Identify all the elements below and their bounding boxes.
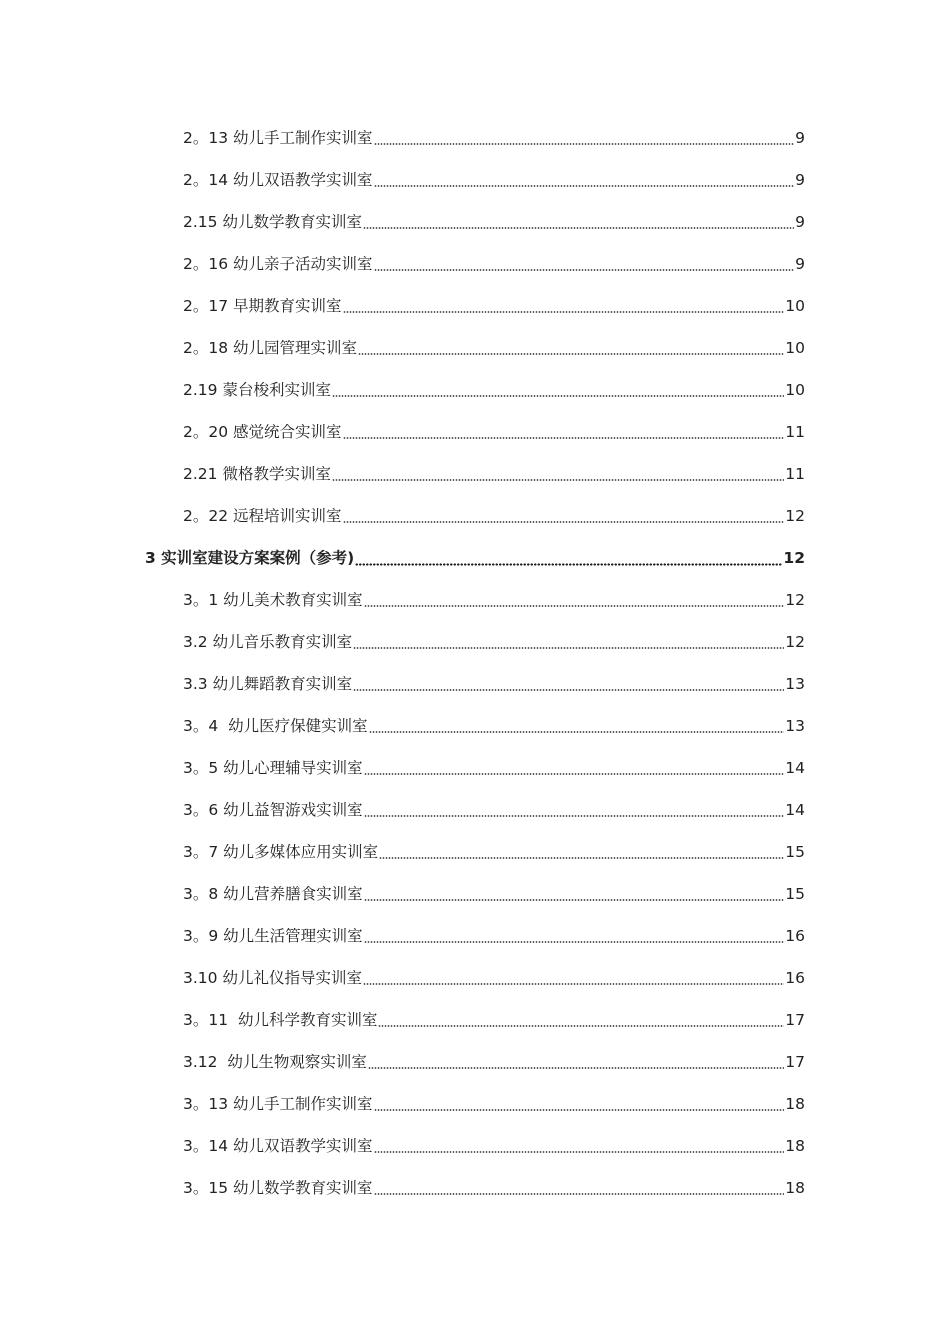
toc-dot-leader: [353, 647, 784, 649]
toc-entry-3-14[interactable]: [0, 1125, 950, 1167]
toc-entry-title: 2.19 蒙台梭利实训室: [183, 381, 331, 399]
toc-dot-leader: [379, 857, 784, 859]
toc-dot-leader: [343, 521, 785, 523]
toc-entry-page: 11: [785, 465, 805, 483]
toc-entry-3-3[interactable]: [0, 663, 950, 705]
toc-entry-page: 10: [785, 339, 805, 357]
toc-entry-2-16[interactable]: [0, 243, 950, 285]
toc-dot-leader: [332, 395, 784, 397]
toc-entry-page: 16: [785, 969, 805, 987]
toc-entry-page: 12: [785, 591, 805, 609]
toc-entry-page: 14: [785, 801, 805, 819]
toc-entry-title: 3。1 幼儿美术教育实训室: [183, 591, 363, 609]
toc-entry-3-8[interactable]: [0, 873, 950, 915]
toc-dot-leader: [363, 983, 784, 985]
toc-entry-3-4[interactable]: [0, 705, 950, 747]
toc-entry-title: 3.3 幼儿舞蹈教育实训室: [183, 675, 353, 693]
toc-entry-title: 2。17 早期教育实训室: [183, 297, 342, 315]
toc-entry-page: 18: [785, 1137, 805, 1155]
toc-entry-title: 2。20 感觉统合实训室: [183, 423, 342, 441]
toc-entry-title: 3。7 幼儿多媒体应用实训室: [183, 843, 379, 861]
toc-entry-2-15[interactable]: [0, 201, 950, 243]
toc-entry-title: 3.10 幼儿礼仪指导实训室: [183, 969, 362, 987]
toc-dot-leader: [364, 605, 785, 607]
toc-dot-leader: [364, 941, 785, 943]
toc-dot-leader: [374, 1151, 785, 1153]
toc-entry-title: 3。9 幼儿生活管理实训室: [183, 927, 363, 945]
toc-dot-leader: [374, 143, 795, 145]
toc-entry-3-2[interactable]: [0, 621, 950, 663]
toc-entry-2-20[interactable]: [0, 411, 950, 453]
toc-dot-leader: [343, 437, 785, 439]
toc-dot-leader: [374, 269, 795, 271]
toc-entry-page: 17: [785, 1011, 805, 1029]
toc-entry-title: 2。13 幼儿手工制作实训室: [183, 129, 373, 147]
toc-chapter-page: 12: [783, 549, 805, 567]
toc-entry-page: 14: [785, 759, 805, 777]
toc-entry-title: 2.21 微格教学实训室: [183, 465, 331, 483]
toc-entry-3-9[interactable]: [0, 915, 950, 957]
toc-entry-2-21[interactable]: [0, 453, 950, 495]
toc-entry-page: 10: [785, 381, 805, 399]
toc-dot-leader: [364, 815, 785, 817]
toc-entry-3-11[interactable]: [0, 999, 950, 1041]
toc-entry-3-12[interactable]: [0, 1041, 950, 1083]
toc-entry-title: 2。18 幼儿园管理实训室: [183, 339, 358, 357]
toc-dot-leader: [355, 563, 782, 566]
toc-dot-leader: [374, 1109, 785, 1111]
toc-dot-leader: [369, 731, 785, 733]
toc-entry-page: 11: [785, 423, 805, 441]
toc-entry-page: 12: [785, 633, 805, 651]
toc-dot-leader: [364, 773, 785, 775]
toc-dot-leader: [378, 1025, 784, 1027]
toc-entry-page: 18: [785, 1179, 805, 1197]
toc-entry-page: 9: [795, 255, 805, 273]
toc-entry-title: 2。22 远程培训实训室: [183, 507, 342, 525]
toc-entry-page: 9: [795, 129, 805, 147]
toc-entry-page: 18: [785, 1095, 805, 1113]
toc-entry-title: 3。13 幼儿手工制作实训室: [183, 1095, 373, 1113]
toc-dot-leader: [368, 1067, 784, 1069]
toc-entry-2-17[interactable]: [0, 285, 950, 327]
toc-dot-leader: [374, 185, 795, 187]
toc-entry-page: 9: [795, 171, 805, 189]
toc-dot-leader: [364, 899, 785, 901]
toc-entry-3-10[interactable]: [0, 957, 950, 999]
toc-dot-leader: [363, 227, 794, 229]
toc-entry-page: 15: [785, 843, 805, 861]
toc-entry-title: 3.2 幼儿音乐教育实训室: [183, 633, 353, 651]
toc-entry-title: 2。16 幼儿亲子活动实训室: [183, 255, 373, 273]
toc-entry-2-19[interactable]: [0, 369, 950, 411]
toc-entry-page: 12: [785, 507, 805, 525]
toc-dot-leader: [343, 311, 785, 313]
toc-entry-title: 3。8 幼儿营养膳食实训室: [183, 885, 363, 903]
toc-entry-3-5[interactable]: [0, 747, 950, 789]
toc-entry-3-1[interactable]: [0, 579, 950, 621]
toc-entry-page: 13: [785, 675, 805, 693]
toc-entry-2-18[interactable]: [0, 327, 950, 369]
toc-entry-page: 15: [785, 885, 805, 903]
toc-entry-title: 3。11 幼儿科学教育实训室: [183, 1011, 378, 1029]
toc-entry-2-14[interactable]: [0, 159, 950, 201]
toc-entry-3-6[interactable]: [0, 789, 950, 831]
toc-dot-leader: [358, 353, 784, 355]
toc-entry-title: 2.15 幼儿数学教育实训室: [183, 213, 362, 231]
table-of-contents: [0, 117, 950, 1209]
toc-dot-leader: [332, 479, 784, 481]
toc-entry-title: 3。4 幼儿医疗保健实训室: [183, 717, 368, 735]
toc-entry-title: 3。15 幼儿数学教育实训室: [183, 1179, 373, 1197]
toc-dot-leader: [374, 1193, 785, 1195]
toc-entry-3-7[interactable]: [0, 831, 950, 873]
toc-entry-2-22[interactable]: [0, 495, 950, 537]
toc-entry-2-13[interactable]: [0, 117, 950, 159]
toc-entry-page: 10: [785, 297, 805, 315]
toc-entry-title: 2。14 幼儿双语教学实训室: [183, 171, 373, 189]
toc-entry-page: 16: [785, 927, 805, 945]
toc-entry-page: 13: [785, 717, 805, 735]
toc-entry-title: 3。6 幼儿益智游戏实训室: [183, 801, 363, 819]
toc-entry-page: 9: [795, 213, 805, 231]
toc-chapter-title: 3 实训室建设方案案例（参考): [145, 549, 355, 567]
toc-entry-title: 3。5 幼儿心理辅导实训室: [183, 759, 363, 777]
toc-entry-page: 17: [785, 1053, 805, 1071]
toc-dot-leader: [353, 689, 784, 691]
toc-chapter-3[interactable]: [0, 537, 950, 579]
toc-entry-title: 3.12 幼儿生物观察实训室: [183, 1053, 367, 1071]
toc-entry-3-13[interactable]: [0, 1083, 950, 1125]
toc-entry-3-15[interactable]: [0, 1167, 950, 1209]
toc-entry-title: 3。14 幼儿双语教学实训室: [183, 1137, 373, 1155]
